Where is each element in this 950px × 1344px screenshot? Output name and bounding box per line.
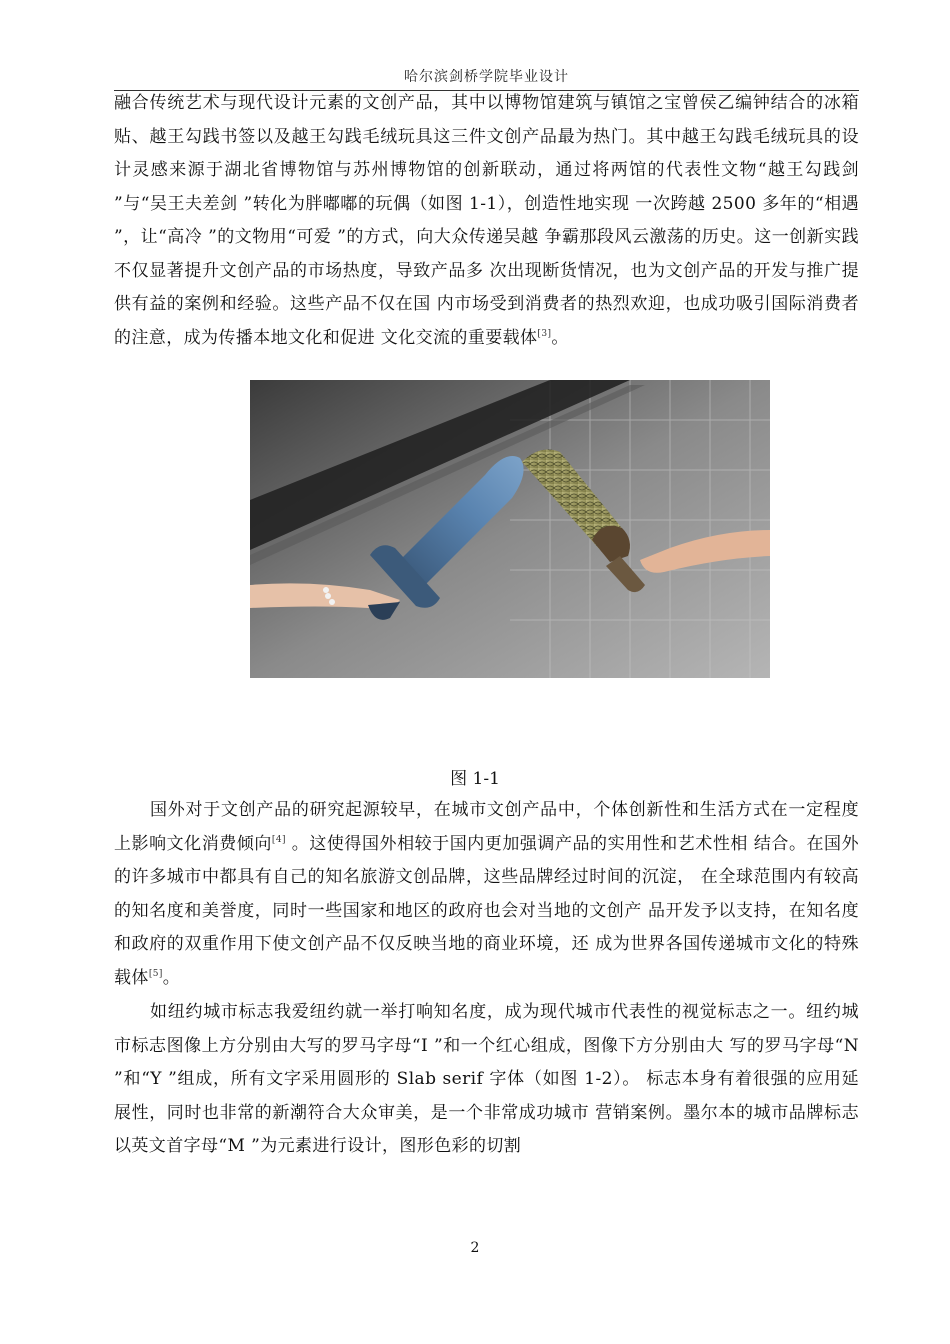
citation-4[interactable]: [4] <box>271 834 286 845</box>
paragraph-3 <box>114 996 859 1164</box>
figure-1-1 <box>250 380 770 678</box>
paragraph-3-text: 如纽约城市标志我爱纽约就一举打响知名度，成为现代城市代表性的视觉标志之一。纽约城市标志图像上方分别由大写的罗马字母“I ”和一个红心组成，图像下方分别由大 写的罗马字母“N ”和“Y ”组成，所有文字采用圆形的 Slab serif 字体（如图 1-2）。 标志本身有着很强的应用延展性，同时也非常的新潮符合大众审美，是一个非常成功城市 营销案例。墨尔本的城市品牌标志以英文首字母“M ”为元素进行设计，图形色彩的切割 <box>114 1002 859 1156</box>
figure-caption: 图 1-1 <box>450 769 500 789</box>
page-header: 哈尔滨剑桥学院毕业设计 <box>404 69 569 85</box>
paragraph-2 <box>114 794 859 995</box>
paragraph-2-text-b: 。这使得国外相较于国内更加强调产品的实用性和艺术性相 结合。在国外的许多城市中都具有自己的知名旅游文创品牌，这些品牌经过时间的沉淀， 在全球范围内有较高的知名度和美誉度，同时一些国家和地区的政府也会对当地的文创产 品开发予以支持，在知名度和政府的双重作用下使文创产品不仅反映当地的商业环境，还 成为世界各国传递城市文化的特殊载体 <box>114 833 860 988</box>
citation-5[interactable]: [5] <box>148 968 163 979</box>
paragraph-1-text: 融合传统艺术与现代设计元素的文创产品，其中以博物馆建筑与镇馆之宝曾侯乙编钟结合的冰箱贴、越王勾践书签以及越王勾践毛绒玩具这三件文创产品最为热门。其中越王勾践毛绒玩具的设计灵感来源于湖北省博物馆与苏州博物馆的创新联动，通过将两馆的代表性文物“越王勾践剑 ”与“吴王夫差剑 ”转化为胖嘟嘟的玩偶（如图 1-1），创造性地实现 一次跨越 2500 多年的“相遇 ”，让“高冷 ”的文物用“可爱 ”的方式，向大众传递吴越 争霸那段风云激荡的历史。这一创新实践不仅显著提升文创产品的市场热度，导致产品多 次出现断货情况，也为文创产品的开发与推广提供有益的案例和经验。这些产品不仅在国 内市场受到消费者的热烈欢迎，也成功吸引国际消费者的注意，成为传播本地文化和促进 文化交流的重要载体 <box>114 93 859 348</box>
paragraph-1 <box>114 87 859 355</box>
paragraph-2-text-a: 国外对于文创产品的研究起源较早，在城市文创产品中，个体创新性和生活方式在一定程度上影响文化消费倾向 <box>114 800 859 854</box>
paragraph-1-tail: 。 <box>551 327 569 348</box>
page-number: 2 <box>470 1240 480 1256</box>
citation-3[interactable]: [3] <box>537 328 552 339</box>
paragraph-2-tail: 。 <box>162 967 181 988</box>
plush-swords-photo <box>250 380 770 678</box>
